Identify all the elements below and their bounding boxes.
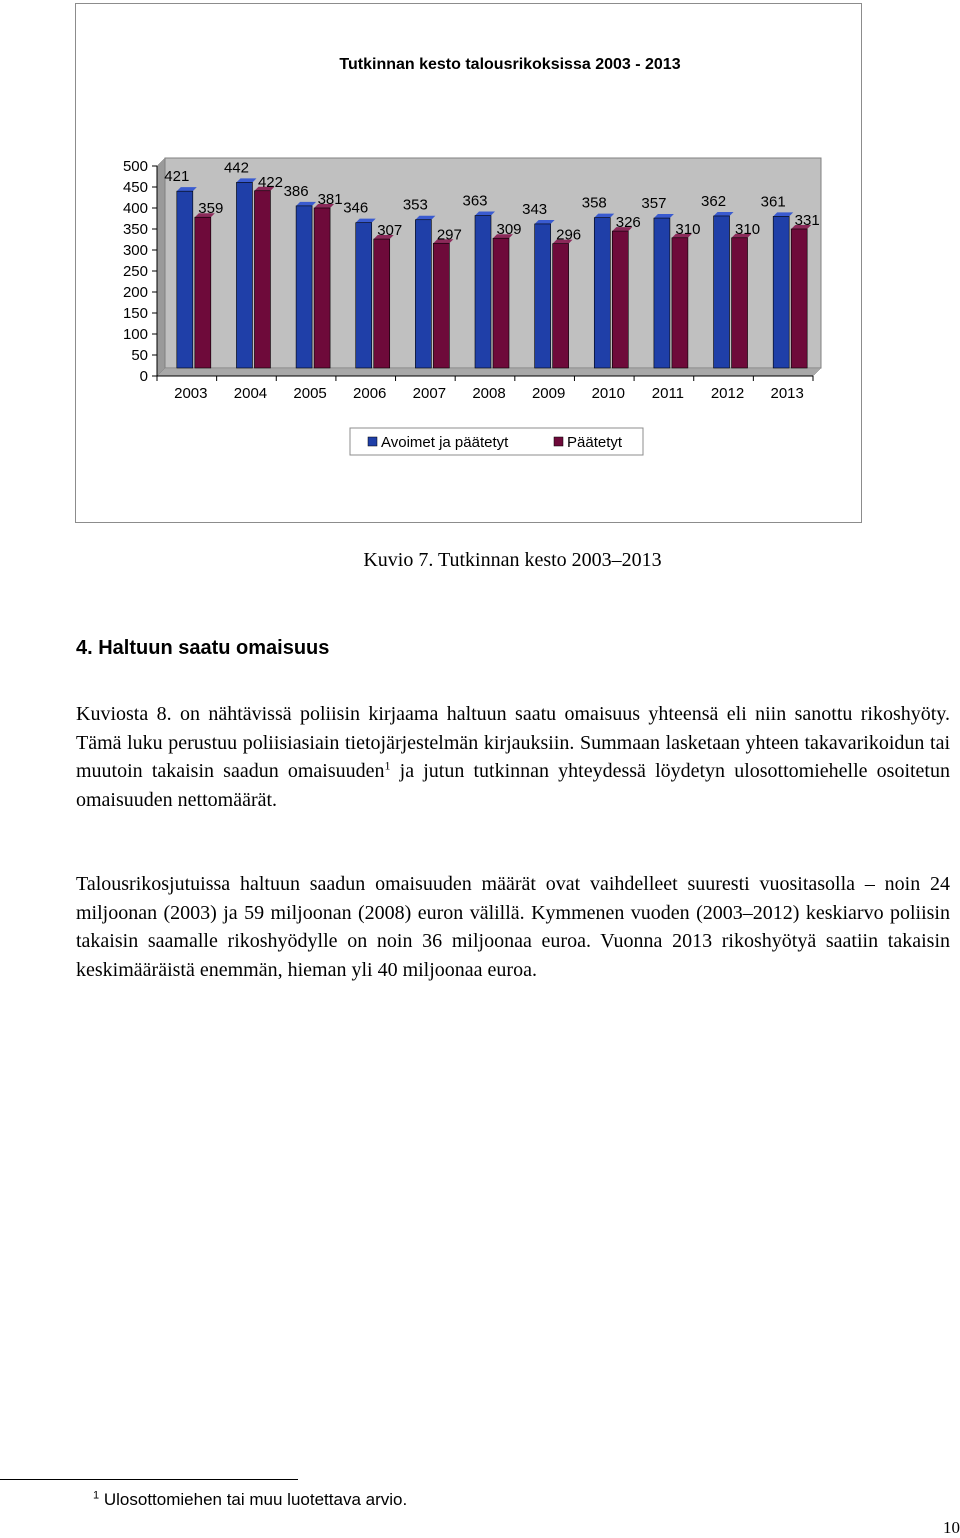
page-number: 10 bbox=[943, 1518, 960, 1537]
bar-avoimet bbox=[415, 220, 431, 368]
paragraph-1-text-b: ja jutun tutkinnan yhteydessä löydetyn ulosottomiehelle osoitetun omaisuuden nettomäärät. bbox=[76, 760, 950, 811]
bar-avoimet bbox=[535, 224, 551, 368]
y-tick-label: 250 bbox=[122, 263, 148, 280]
x-tick-label: 2013 bbox=[770, 385, 804, 402]
data-label: 353 bbox=[402, 196, 428, 214]
bar-paatetyt bbox=[791, 229, 807, 368]
bar-chart bbox=[76, 4, 863, 524]
legend-swatch-avoimet bbox=[368, 437, 377, 446]
chart-frame bbox=[75, 3, 862, 523]
legend-label: Avoimet ja päätetyt bbox=[381, 434, 509, 451]
bar-paatetyt bbox=[612, 231, 628, 368]
data-label: 331 bbox=[794, 211, 820, 229]
x-tick-label: 2010 bbox=[591, 385, 625, 402]
footnote-divider bbox=[0, 1479, 298, 1480]
bar-avoimet bbox=[177, 191, 193, 368]
bar-paatetyt bbox=[374, 239, 390, 368]
data-label: 363 bbox=[462, 192, 488, 210]
bar-avoimet bbox=[773, 216, 789, 368]
figure-caption: Kuvio 7. Tutkinnan kesto 2003–2013 bbox=[363, 549, 662, 571]
data-label: 346 bbox=[343, 199, 369, 217]
bar-paatetyt bbox=[732, 238, 748, 368]
data-label: 442 bbox=[223, 159, 249, 177]
bar-avoimet bbox=[594, 218, 610, 368]
legend-label: Päätetyt bbox=[567, 434, 623, 451]
y-tick-label: 200 bbox=[122, 284, 148, 301]
y-tick-label: 50 bbox=[131, 347, 148, 364]
bar-avoimet bbox=[654, 218, 670, 368]
data-label: 362 bbox=[701, 192, 727, 210]
data-label: 343 bbox=[522, 200, 548, 218]
bar-avoimet bbox=[714, 216, 730, 368]
footnote-mark: 1 bbox=[93, 1489, 100, 1502]
footnote bbox=[93, 1490, 407, 1510]
y-tick-label: 300 bbox=[122, 242, 148, 259]
y-tick-label: 0 bbox=[139, 368, 148, 385]
footnote-text: Ulosottomiehen tai muu luotettava arvio. bbox=[103, 1490, 408, 1509]
bar-paatetyt bbox=[254, 191, 270, 368]
data-label: 297 bbox=[436, 226, 462, 244]
x-tick-label: 2008 bbox=[472, 385, 506, 402]
bar-paatetyt bbox=[195, 217, 211, 368]
section-heading: 4. Haltuun saatu omaisuus bbox=[76, 637, 330, 659]
x-tick-label: 2007 bbox=[412, 385, 447, 402]
bar-paatetyt bbox=[493, 238, 509, 368]
x-tick-label: 2005 bbox=[293, 385, 327, 402]
x-tick-label: 2004 bbox=[233, 385, 268, 402]
x-tick-label: 2006 bbox=[353, 385, 387, 402]
data-label: 381 bbox=[317, 190, 343, 208]
plot-floor bbox=[157, 368, 821, 376]
data-label: 310 bbox=[735, 220, 761, 238]
data-label: 421 bbox=[164, 168, 190, 186]
data-label: 296 bbox=[556, 226, 582, 244]
bar-avoimet bbox=[236, 182, 252, 368]
paragraph-2: Talousrikosjutuissa haltuun saadun omaisuuden määrät ovat vaihdelleet suuresti vuositasolla – noin 24 miljoonan (2003) ja 59 miljoonan (2008) euron välillä. Kymmenen vuoden (2003–2012) keskiarvo poliisin takaisin saamalle rikoshyödylle on noin 36 miljoonaa euroa. Vuonna 2013 rikoshyötyä saatiin takaisin keskimääräistä enemmän, hieman yli 40 miljoonaa euroa. bbox=[76, 873, 950, 981]
data-label: 359 bbox=[198, 200, 224, 218]
paragraph-1-text-a: Kuviosta 8. on nähtävissä poliisin kirjaama haltuun saatu omaisuus yhteensä eli niin sanottu rikoshyöty. Tämä luku perustuu poliisiasiain tietojärjestelmän kirjauksiin. Summaan lasketaan yhteen takavarikoidun tai muutoin takaisin saadun omaisuuden bbox=[76, 703, 950, 782]
bar-paatetyt bbox=[433, 243, 449, 368]
y-tick-label: 500 bbox=[122, 158, 148, 175]
footnote-reference: 1 bbox=[384, 758, 391, 773]
y-tick-label: 150 bbox=[122, 305, 148, 322]
y-tick-label: 400 bbox=[122, 200, 148, 217]
bar-paatetyt bbox=[553, 244, 569, 368]
data-label: 309 bbox=[496, 221, 522, 239]
bar-avoimet bbox=[475, 216, 491, 368]
data-label: 310 bbox=[675, 220, 701, 238]
data-label: 358 bbox=[581, 194, 607, 212]
data-label: 386 bbox=[283, 182, 309, 200]
x-tick-label: 2003 bbox=[174, 385, 208, 402]
plot-side-wall bbox=[157, 158, 165, 376]
paragraph-1 bbox=[76, 700, 950, 814]
bar-avoimet bbox=[296, 206, 312, 368]
chart-title: Tutkinnan kesto talousrikoksissa 2003 - 2013 bbox=[339, 56, 681, 73]
y-tick-label: 350 bbox=[122, 221, 148, 238]
bar-paatetyt bbox=[672, 238, 688, 368]
data-label: 361 bbox=[760, 193, 786, 211]
bar-paatetyt bbox=[314, 208, 330, 368]
data-label: 357 bbox=[641, 195, 667, 213]
data-label: 307 bbox=[377, 222, 403, 240]
data-label: 422 bbox=[257, 173, 283, 191]
y-tick-label: 450 bbox=[122, 179, 148, 196]
x-tick-label: 2009 bbox=[531, 385, 566, 402]
data-label: 326 bbox=[615, 214, 641, 232]
x-tick-label: 2012 bbox=[710, 385, 745, 402]
legend-swatch-paatetyt bbox=[554, 437, 563, 446]
x-tick-label: 2011 bbox=[651, 385, 685, 402]
bar-avoimet bbox=[356, 223, 372, 368]
y-tick-label: 100 bbox=[122, 326, 148, 343]
